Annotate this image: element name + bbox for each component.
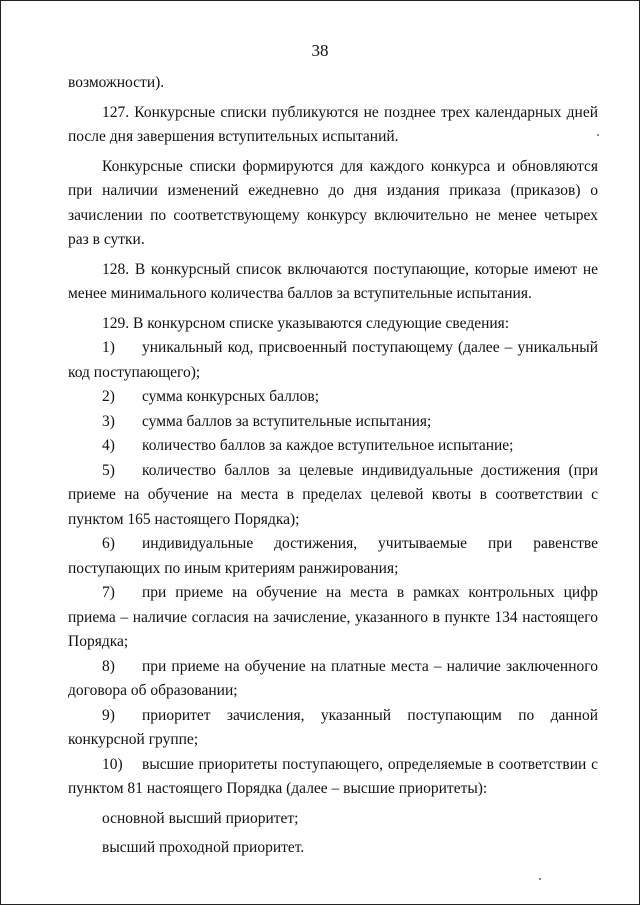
list-item bbox=[68, 459, 598, 533]
list-item-text: уникальный код, присвоенный поступающему (далее – уникальный код поступающего); bbox=[68, 339, 598, 381]
list-item-number: 9) bbox=[102, 706, 115, 724]
list-item-text: сумма конкурсных баллов; bbox=[142, 388, 320, 405]
paragraph-continuation: возможности). bbox=[68, 74, 165, 91]
list-item-number: 6) bbox=[102, 535, 115, 552]
list-item-text: при приеме на обучение на платные места – наличие заключенного договора об образовании; bbox=[68, 657, 598, 699]
list-item-text: сумма баллов за вступительные испытания; bbox=[142, 412, 432, 430]
paragraph-129: 129. В конкурсном списке указываются следующие сведения: bbox=[102, 314, 510, 332]
list-item bbox=[68, 434, 598, 459]
list-item-text: при приеме на обучение на места в рамках контрольных цифр приема – наличие согласия на зачисление, указанного в пункте 134 настоящего Порядка; bbox=[68, 584, 598, 650]
list-item-number: 1) bbox=[102, 339, 115, 356]
list-item-number: 5) bbox=[102, 461, 115, 479]
list-item-text: индивидуальные достижения, учитываемые при равенстве поступающих по иным критериям ранжирования; bbox=[68, 535, 598, 577]
list-item-number: 3) bbox=[102, 412, 115, 430]
list-item bbox=[68, 655, 598, 704]
list-item-number: 4) bbox=[102, 437, 115, 454]
list-item-number: 10) bbox=[102, 755, 123, 773]
list-item bbox=[68, 704, 598, 753]
list-item-number: 7) bbox=[102, 584, 115, 601]
list-item bbox=[68, 753, 598, 802]
page-number: 38 bbox=[311, 41, 329, 60]
scan-speck bbox=[597, 134, 599, 136]
list-item bbox=[68, 385, 598, 410]
list-item-text: приоритет зачисления, указанный поступающим по данной конкурсной группе; bbox=[68, 706, 598, 748]
list-item-number: 8) bbox=[102, 657, 115, 675]
document-body bbox=[68, 71, 598, 861]
list-item-number: 2) bbox=[102, 388, 115, 405]
list-item bbox=[68, 410, 598, 435]
paragraph-128: 128. В конкурсный список включаются поступающие, которые имеют не менее минимального количества баллов за вступительные испытания. bbox=[68, 260, 598, 302]
scan-speck bbox=[539, 878, 541, 880]
sub-item-passing-priority: высший проходной приоритет. bbox=[102, 839, 305, 856]
paragraph-127: 127. Конкурсные списки публикуются не позднее трех календарных дней после дня завершения вступительных испытаний. bbox=[68, 103, 598, 145]
list-item bbox=[68, 532, 598, 581]
list-item-text: количество баллов за каждое вступительное испытание; bbox=[142, 437, 514, 454]
list-item-text: количество баллов за целевые индивидуальные достижения (при приеме на обучение на места в пределах целевой квоты в соответствии с пунктом 165 настоящего Порядка); bbox=[68, 461, 598, 528]
sub-item-main-priority: основной высший приоритет; bbox=[102, 809, 299, 827]
paragraph-127-continued: Конкурсные списки формируются для каждого конкурса и обновляются при наличии изменений ежедневно до дня издания приказа (приказов) о зачислении по соответствующему конкурсу включительно не менее четырех раз в сутки. bbox=[68, 157, 598, 248]
list-item bbox=[68, 581, 598, 655]
list-item bbox=[68, 336, 598, 385]
list-item-text: высшие приоритеты поступающего, определяемые в соответствии с пунктом 81 настоящего Порядка (далее – высшие приоритеты): bbox=[68, 755, 598, 797]
